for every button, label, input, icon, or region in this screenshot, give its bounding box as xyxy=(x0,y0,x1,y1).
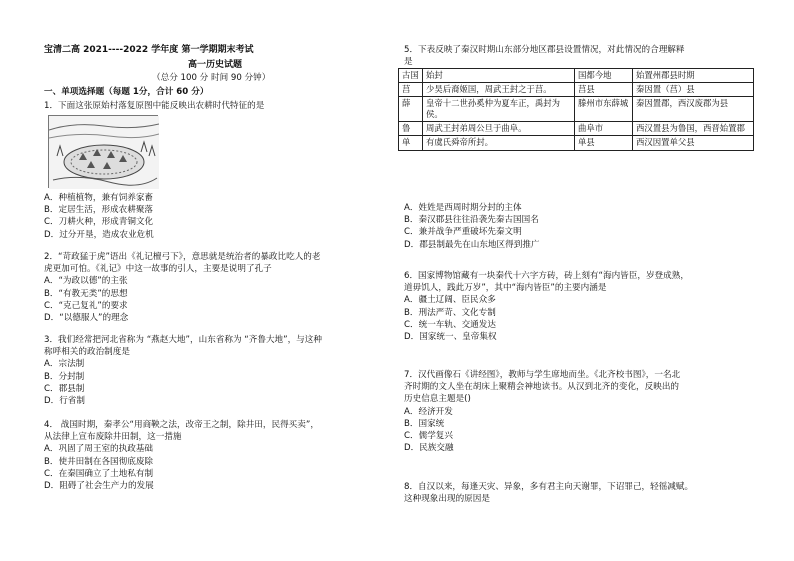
score-time-line: （总分 100 分 时间 90 分钟） xyxy=(152,73,271,83)
q5-option-b[interactable]: B．秦汉郡县往往沿袭先秦古国国名 xyxy=(404,215,539,226)
question-2 xyxy=(44,251,320,324)
q3-option-b[interactable]: B．分封制 xyxy=(44,371,85,382)
table-row xyxy=(399,83,754,97)
table-cell: 周武王封弟周公旦于曲阜。 xyxy=(423,122,575,136)
q4-stem-line-2: 从法律上宣布废除井田制，这一措施 xyxy=(44,432,182,443)
table-cell: 古国 xyxy=(399,69,423,83)
q7-option-a[interactable]: A．经济开发 xyxy=(404,406,453,417)
table-cell: 秦因置郡，西汉废郡为县 xyxy=(633,97,754,122)
q1-stem: 1．下面这张原始村落复原图中能反映出农耕时代特征的是 xyxy=(44,101,265,111)
q2-option-a[interactable]: A．“为政以德”的主张 xyxy=(44,276,128,287)
q1-option-d[interactable]: D．过分开垦，造成农业危机 xyxy=(44,229,154,240)
q4-option-d[interactable]: D．阻碍了社会生产力的发展 xyxy=(44,481,154,492)
q1-option-a[interactable]: A．种植植物，兼有饲养家畜 xyxy=(44,193,154,203)
table-row xyxy=(399,136,754,150)
question-7 xyxy=(404,369,680,454)
table-cell: 鲁 xyxy=(399,122,423,136)
q5-stem-line-1: 5．下表反映了秦汉时期山东部分地区郡县设置情况，对此情况的合理解释 xyxy=(404,45,685,55)
exam-subtitle: 高一历史试题 xyxy=(188,60,243,70)
table-cell: 秦因置（莒）县 xyxy=(633,83,754,97)
q8-stem-line-2: 这种现象出现的原因是 xyxy=(404,494,490,505)
question-6 xyxy=(404,270,689,343)
q4-option-b[interactable]: B．使井田制在各国彻底废除 xyxy=(44,456,154,467)
q2-option-b[interactable]: B．“有教无类”的思想 xyxy=(44,288,128,299)
q5-option-c[interactable]: C．兼并战争严重破坏先秦文明 xyxy=(404,227,522,238)
q6-option-d[interactable]: D．国家统一、皇帝集权 xyxy=(404,332,497,343)
q6-option-b[interactable]: B．刑法严苛、文化专制 xyxy=(404,307,496,318)
q5-table xyxy=(398,68,754,151)
q4-option-c[interactable]: C．在秦国确立了土地私有制 xyxy=(44,468,154,479)
q7-stem-line-1: 7．汉代画像石《讲经图》，教师与学生席地而坐。《北齐校书图》，一名北 xyxy=(404,370,681,380)
q1-option-c[interactable]: C．刀耕火种，形成青铜文化 xyxy=(44,217,154,228)
q6-option-a[interactable]: A．疆土辽阔、臣民众多 xyxy=(404,295,496,306)
q5-stem-line-2: 是 xyxy=(404,57,413,68)
table-cell: 国都今地 xyxy=(575,69,633,83)
q3-stem-line-2: 称呼相关的政治制度是 xyxy=(44,347,130,358)
q7-option-d[interactable]: D．民族交融 xyxy=(404,443,454,454)
table-cell: 始封 xyxy=(423,69,575,83)
q2-option-d[interactable]: D．“以德服人”的理念 xyxy=(44,313,129,324)
q1-options xyxy=(44,192,154,241)
q5-option-d[interactable]: D．郡县制最先在山东地区得到推广 xyxy=(404,239,540,250)
q1-option-b[interactable]: B．定居生活，形成农耕聚落 xyxy=(44,205,154,216)
table-cell: 曲阜市 xyxy=(575,122,633,136)
table-cell: 西汉置县为鲁国，西晋始置郡 xyxy=(633,122,754,136)
table-cell: 皇帝十二世孙奚仲为夏车正，禹封为侯。 xyxy=(423,97,575,122)
q2-stem-line-2: 虎更加可怕。《礼记》中这一故事的引人，主要是说明了孔子 xyxy=(44,264,272,275)
table-cell: 西汉因置单父县 xyxy=(633,136,754,150)
q3-option-c[interactable]: C．郡县制 xyxy=(44,383,85,394)
table-cell: 薛 xyxy=(399,97,423,122)
q7-stem-line-2: 齐时期的文人坐在胡床上聚精会神地读书。从汉到北齐的变化，反映出的 xyxy=(404,382,680,393)
exam-title: 宝清二高 2021----2022 学年度 第一学期期末考试 xyxy=(44,45,254,55)
q7-stem-line-3: 历史信息主题是() xyxy=(404,394,471,405)
table-cell: 单 xyxy=(399,136,423,150)
table-cell: 单县 xyxy=(575,136,633,150)
q5-stem xyxy=(404,44,684,68)
q6-option-c[interactable]: C．统一车轨、交通发达 xyxy=(404,319,496,330)
table-cell: 少昊后裔姬国，周武王封之于莒。 xyxy=(423,83,575,97)
q5-option-a[interactable]: A．姓姓是西周时期分封的主体 xyxy=(404,203,522,213)
question-8 xyxy=(404,481,693,505)
q8-stem-line-1: 8．自汉以来，每逢天灾、异象，多有君主向天谢罪，下诏罪己，轻徭减赋。 xyxy=(404,482,694,492)
table-row xyxy=(399,97,754,122)
q7-option-b[interactable]: B．国家统 xyxy=(404,418,445,429)
question-4 xyxy=(44,419,319,492)
q3-option-a[interactable]: A．宗法制 xyxy=(44,359,85,370)
q7-option-c[interactable]: C．儒学复兴 xyxy=(404,431,453,442)
q6-stem-line-1: 6．国家博物馆藏有一块秦代十六字方砖，砖上刻有“海内皆臣，岁登成熟， xyxy=(404,271,689,281)
q2-option-c[interactable]: C．“克己复礼”的要求 xyxy=(44,300,128,311)
q3-option-d[interactable]: D．行省制 xyxy=(44,396,85,407)
village-sketch-icon xyxy=(49,116,159,189)
table-cell: 莒县 xyxy=(575,83,633,97)
section-heading: 一、单项选择题（每题 1分，合计 60 分） xyxy=(44,87,209,97)
table-cell: 滕州市东薛城 xyxy=(575,97,633,122)
table-cell: 始置州郡县时期 xyxy=(633,69,754,83)
table-row xyxy=(399,122,754,136)
table-header-row xyxy=(399,69,754,83)
table-cell: 有虞氏舜帝所封。 xyxy=(423,136,575,150)
question-3 xyxy=(44,334,322,407)
q4-option-a[interactable]: A．巩固了周王室的执政基础 xyxy=(44,444,154,455)
q4-stem-line-1: 4． 战国时期，秦孝公“用商鞅之法，改帝王之制，除井田，民得买卖”， xyxy=(44,420,319,430)
q3-stem-line-1: 3．我们经常把河北省称为 “燕赵大地”，山东省称为 “齐鲁大地”，与这种 xyxy=(44,335,322,345)
q6-stem-line-2: 道毋饥人，践此万岁”，其中“海内皆臣”的主要内涵是 xyxy=(404,283,607,294)
q2-stem-line-1: 2．“苛政猛于虎”语出《礼记檀弓下》，意思就是统治者的暴政比吃人的老 xyxy=(44,252,321,262)
q5-options xyxy=(404,202,540,251)
village-illustration xyxy=(48,115,158,188)
table-cell: 莒 xyxy=(399,83,423,97)
